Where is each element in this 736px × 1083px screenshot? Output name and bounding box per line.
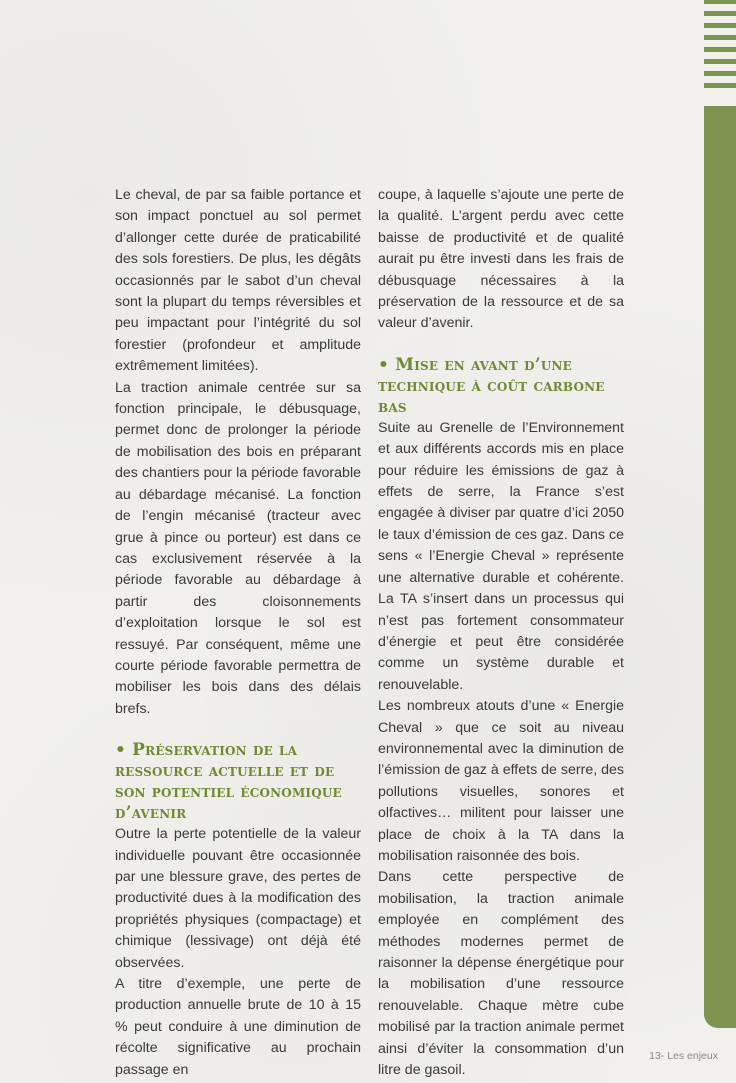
- paragraph: Suite au Grenelle de l’Environnement et aux différents accords mis en place pour réduire les émissions de gaz à effets de serre, la France s’est engagée à diviser par quatre d’ici 2050 le taux d’émission de ces gaz. Dans ce sens « l’Energie Cheval » représente une alternative durable et cohérente. La TA s’insert dans un processus qui n’est pas fortement consommateur d’énergie et peut être considérée comme un système durable et renouvelable.: [378, 419, 624, 693]
- stripe: [704, 47, 736, 52]
- right-column: [378, 185, 624, 1081]
- paragraph: Dans cette perspective de mobilisation, la traction animale employée en complément des méthodes modernes permet de raisonner la dépense énergétique pour la mobilisation d’une ressource renouvelable. Chaque mètre cube mobilisé par la traction animale permet ainsi d’éviter la consommation d’un litre de gasoil.: [378, 869, 624, 1079]
- paragraph: La traction animale centrée sur sa fonction principale, le débusquage, permet donc de prolonger la période de mobilisation des bois en préparant des chantiers pour la période favorable au débardage mécanisé. La fonction de l’engin mécanisé (tracteur avec grue à pince ou porteur) est dans ce cas exclusivement réservée à la période favorable au débardage à partir des cloisonnements d’exploitation lorsque le sol est ressuyé. Par conséquent, même une courte période favorable permettra de mobiliser les bois dans des délais brefs.: [115, 379, 361, 717]
- section-heading: • Mise en avant d’une technique à coût carbone bas: [378, 354, 605, 417]
- stripe: [704, 83, 736, 88]
- paragraph: coupe, à laquelle s’ajoute une perte de la qualité. L’argent perdu avec cette baisse de productivité et de qualité aurait pu être investi dans les frais de débusquage nécessaires à la préservation de la ressource et de sa valeur d’avenir.: [378, 187, 624, 332]
- decorative-stripes: [704, 0, 736, 95]
- paragraph: Les nombreux atouts d’une « Energie Cheval » que ce soit au niveau environnemental avec la diminution de l’émission de gaz à effets de serre, des pollutions visuelles, sonores et olfactives… militent pour laisser une place de choix à la TA dans la mobilisation raisonnée des bois.: [378, 698, 624, 864]
- section-heading: • Préservation de la ressource actuelle et de son potentiel économique d’avenir: [115, 740, 342, 824]
- stripe: [704, 0, 736, 4]
- left-column: [115, 185, 361, 1081]
- side-tab: [704, 106, 736, 1028]
- page-footer: 13- Les enjeux: [649, 1050, 718, 1062]
- stripe: [704, 23, 736, 28]
- stripe: [704, 71, 736, 76]
- paragraph: Outre la perte potentielle de la valeur individuelle pouvant être occasionnée par une blessure grave, des pertes de productivité dues à la modification des propriétés physiques (compactage) et chimique (lessivage) ont déjà été observées.: [115, 826, 361, 971]
- stripe: [704, 11, 736, 16]
- paragraph: A titre d’exemple, une perte de production annuelle brute de 10 à 15 % peut conduire à une diminution de récolte significative au prochain passage en: [115, 976, 361, 1078]
- stripe: [704, 59, 736, 64]
- stripe: [704, 35, 736, 40]
- paragraph: Le cheval, de par sa faible portance et son impact ponctuel au sol permet d’allonger cette durée de praticabilité des sols forestiers. De plus, les dégâts occasionnés par le sabot d’un cheval sont la plupart du temps réversibles et peu impactant pour l’intégrité du sol forestier (profondeur et amplitude extrêmement limitées).: [115, 187, 361, 375]
